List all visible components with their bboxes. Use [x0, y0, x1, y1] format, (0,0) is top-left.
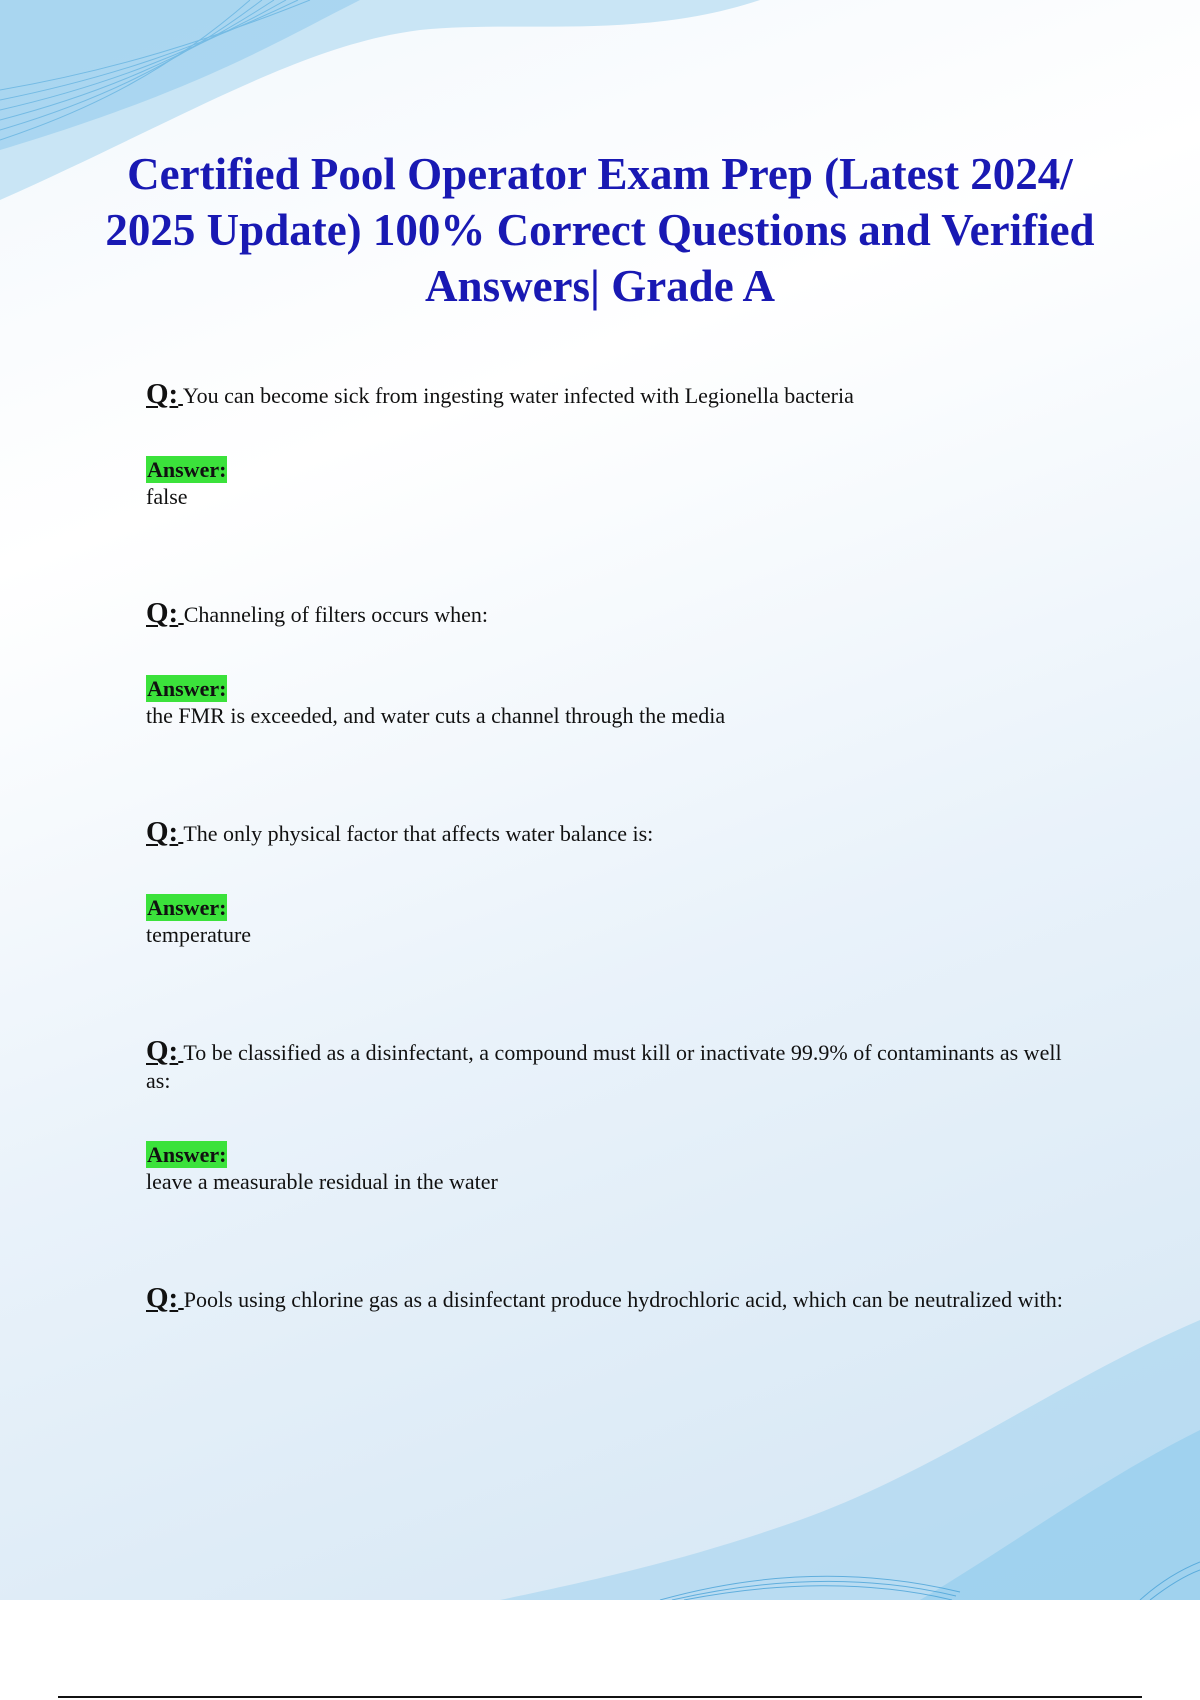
question-line	[146, 1284, 1086, 1314]
qa-item	[146, 599, 1086, 730]
question-label: Q:	[146, 378, 179, 410]
question-text: Channeling of filters occurs when:	[183, 602, 488, 627]
document-title: Certified Pool Operator Exam Prep (Latest 2024/ 2025 Update) 100% Correct Questions and Verified Answers| Grade A	[105, 149, 1095, 311]
answer-text: false	[146, 484, 188, 509]
qa-item	[146, 1284, 1086, 1314]
answer-label: Answer:	[147, 1142, 227, 1167]
answer-text: leave a measurable residual in the water	[146, 1169, 498, 1194]
qa-item	[146, 380, 1086, 511]
question-label: Q:	[146, 1282, 179, 1314]
question-line	[146, 818, 1086, 848]
question-line	[146, 599, 1086, 629]
answer-label: Answer:	[147, 457, 227, 482]
question-label: Q:	[146, 816, 179, 848]
question-text: To be classified as a disinfectant, a compound must kill or inactivate 99.9% of contaminants as well as:	[146, 1040, 1062, 1093]
question-line	[146, 1037, 1086, 1095]
qa-item	[146, 818, 1086, 949]
qa-item	[146, 1037, 1086, 1196]
qa-list	[146, 380, 1086, 1402]
answer-text: the FMR is exceeded, and water cuts a channel through the media	[146, 703, 726, 728]
question-text: Pools using chlorine gas as a disinfectant produce hydrochloric acid, which can be neutralized with:	[183, 1287, 1063, 1312]
question-label: Q:	[146, 1035, 179, 1067]
question-text: You can become sick from ingesting water infected with Legionella bacteria	[182, 383, 854, 408]
question-line	[146, 380, 1086, 410]
answer-label: Answer:	[147, 895, 227, 920]
answer-text: temperature	[146, 922, 252, 947]
question-text: The only physical factor that affects water balance is:	[183, 821, 654, 846]
question-label: Q:	[146, 597, 179, 629]
footer-divider	[58, 1696, 1142, 1698]
answer-label: Answer:	[147, 676, 227, 701]
